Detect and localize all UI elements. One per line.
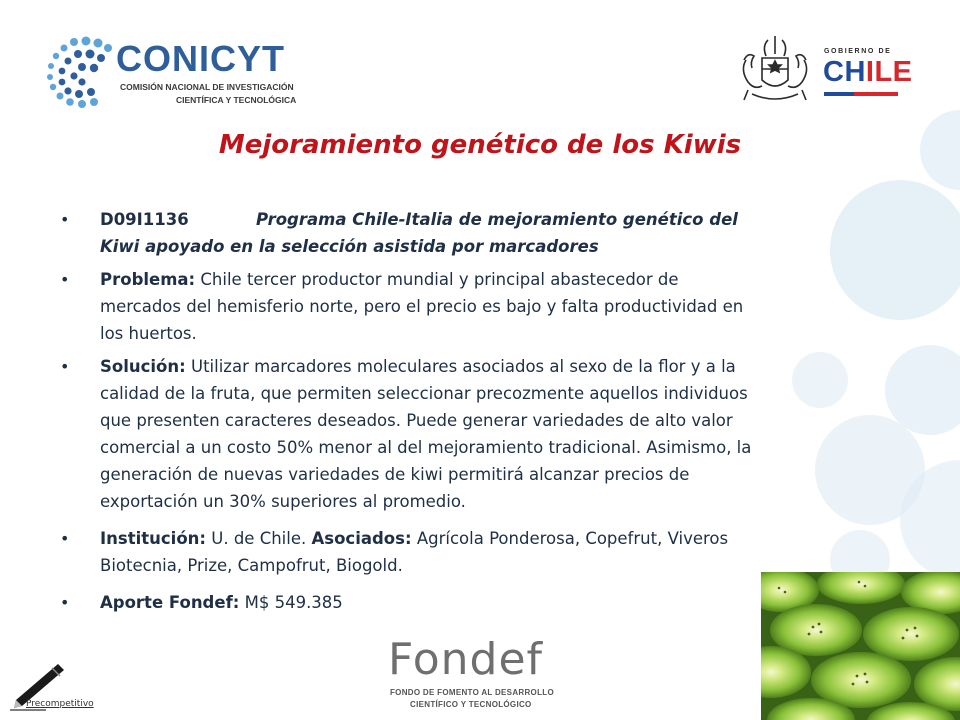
aporte-text: M$ 549.385 (244, 593, 343, 612)
solucion-label: Solución: (100, 357, 186, 376)
chile-text: CHILE (823, 56, 913, 88)
asociados-text: Agrícola Ponderosa, Copefrut, Viveros Biotecnia, Prize, Campofrut, Biogold. (100, 529, 729, 575)
bullet-icon: • (60, 529, 70, 548)
bullet-institucion (60, 525, 760, 579)
solucion-text: Utilizar marcadores moleculares asociados al sexo de la flor y a la calidad de la fruta, que permiten seleccionar precozmente aquellos individuos que presenten caracteres deseados. Puede generar variedades de alto valor comercial a un costo 50% menor al del mejoramiento tradicional. Asimismo, la generación de nuevas variedades de kiwi permitirá alcanzar precios de exportación un 30% superiores al promedio. (100, 357, 752, 511)
gobierno-de-label: GOBIERNO DE (824, 48, 892, 55)
project-code: D09I1136 (100, 210, 189, 229)
coat-of-arms-icon (732, 30, 818, 112)
conicyt-logo (44, 34, 314, 110)
project-name: Programa Chile-Italia de mejoramiento genético del Kiwi apoyado en la selección asistida por marcadores (100, 210, 738, 256)
bullet-icon: • (60, 270, 70, 289)
bullet-aporte (60, 589, 760, 616)
conicyt-dots-icon (44, 34, 116, 110)
bullet-project (60, 206, 760, 260)
bullet-icon: • (60, 593, 70, 612)
bullet-icon: • (60, 357, 70, 376)
precompetitivo-badge (6, 660, 126, 718)
bullet-icon: • (60, 210, 70, 229)
aporte-label: Aporte Fondef: (100, 593, 240, 612)
institucion-text: U. de Chile. (211, 529, 307, 548)
chile-label (823, 56, 913, 89)
problema-label: Problema: (100, 270, 196, 289)
fondef-subtitle-line2: CIENTÍFICO Y TECNOLÓGICO (410, 700, 532, 709)
conicyt-subtitle-line2: CIENTÍFICA Y TECNOLÓGICA (176, 95, 297, 105)
fondef-name: Fondef (388, 634, 544, 685)
bullet-solucion (60, 353, 760, 515)
chile-flag-bar (824, 92, 898, 96)
page-title: Mejoramiento genético de los Kiwis (218, 130, 742, 160)
bullet-problema (60, 266, 760, 347)
fondef-logo (388, 634, 588, 720)
asociados-label: Asociados: (311, 529, 412, 548)
kiwi-photo (761, 572, 960, 720)
precompetitivo-label: Precompetitivo (26, 699, 94, 709)
gobierno-de-chile-logo (732, 30, 913, 112)
conicyt-name: CONICYT (116, 38, 285, 79)
fondef-subtitle-line1: FONDO DE FOMENTO AL DESARROLLO (390, 688, 554, 697)
problema-text: Chile tercer productor mundial y principal abastecedor de mercados del hemisferio norte, pero el precio es bajo y falta productividad en los huertos. (100, 270, 744, 343)
conicyt-subtitle-line1: COMISIÓN NACIONAL DE INVESTIGACIÓN (120, 82, 294, 92)
bullet-list (60, 206, 760, 616)
institucion-label: Institución: (100, 529, 207, 548)
